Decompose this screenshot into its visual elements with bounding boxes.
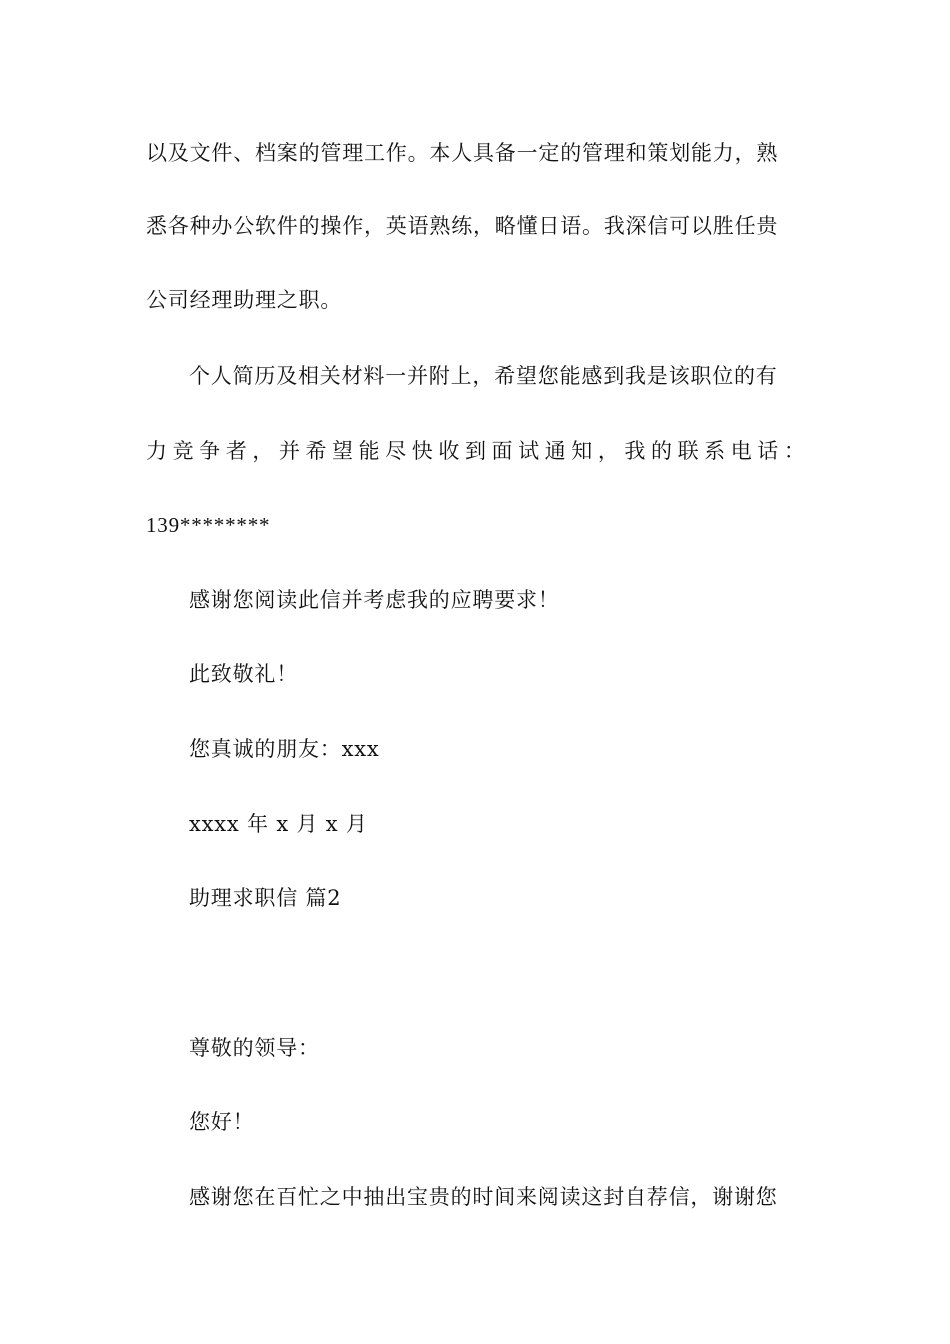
justified-char: ， xyxy=(252,439,275,463)
justified-char: 者 xyxy=(225,439,248,463)
paragraph-line: 个人简历及相关材料一并附上，希望您能感到我是该职位的有 xyxy=(189,364,778,388)
justified-char: 希 xyxy=(305,439,328,463)
paragraph-line: 以及文件、档案的管理工作。本人具备一定的管理和策划能力，熟 xyxy=(146,141,779,165)
date-line: xxxx 年 x 月 x 月 xyxy=(189,812,368,836)
justified-char: 试 xyxy=(518,439,540,463)
phone-number: 139******** xyxy=(146,513,271,537)
justified-char: 面 xyxy=(491,439,514,463)
justified-char: ： xyxy=(783,439,806,463)
section-heading: 助理求职信 篇2 xyxy=(189,886,342,910)
justified-char: 快 xyxy=(411,439,434,463)
justified-char: 话 xyxy=(757,439,780,463)
justified-char: 的 xyxy=(650,439,673,463)
paragraph-line-justified xyxy=(146,436,806,466)
justified-char: 知 xyxy=(571,439,594,463)
justified-char: 并 xyxy=(278,439,301,463)
justified-char: 电 xyxy=(730,439,753,463)
justified-char: 收 xyxy=(438,439,461,463)
justified-char: 争 xyxy=(199,439,221,463)
justified-char: 竞 xyxy=(172,439,195,463)
justified-char: 能 xyxy=(358,439,381,463)
paragraph-line: 感谢您在百忙之中抽出宝贵的时间来阅读这封自荐信，谢谢您 xyxy=(189,1185,778,1209)
justified-char: 系 xyxy=(704,439,726,463)
greeting-line: 尊敬的领导： xyxy=(189,1036,320,1060)
justified-char: 通 xyxy=(544,439,567,463)
justified-char: 我 xyxy=(624,439,647,463)
closing-salutation: 此致敬礼！ xyxy=(189,662,298,686)
justified-char: 力 xyxy=(146,439,168,463)
signature-line: 您真诚的朋友：xxx xyxy=(189,737,380,761)
justified-char: 尽 xyxy=(385,439,408,463)
paragraph-line: 悉各种办公软件的操作，英语熟练，略懂日语。我深信可以胜任贵 xyxy=(146,214,779,238)
justified-char: 联 xyxy=(677,439,700,463)
paragraph-line: 公司经理助理之职。 xyxy=(146,288,343,312)
justified-char: 到 xyxy=(464,439,487,463)
justified-char: 望 xyxy=(332,439,354,463)
hello-line: 您好！ xyxy=(189,1110,255,1134)
thanks-line: 感谢您阅读此信并考虑我的应聘要求！ xyxy=(189,588,560,612)
justified-char: ， xyxy=(597,439,620,463)
